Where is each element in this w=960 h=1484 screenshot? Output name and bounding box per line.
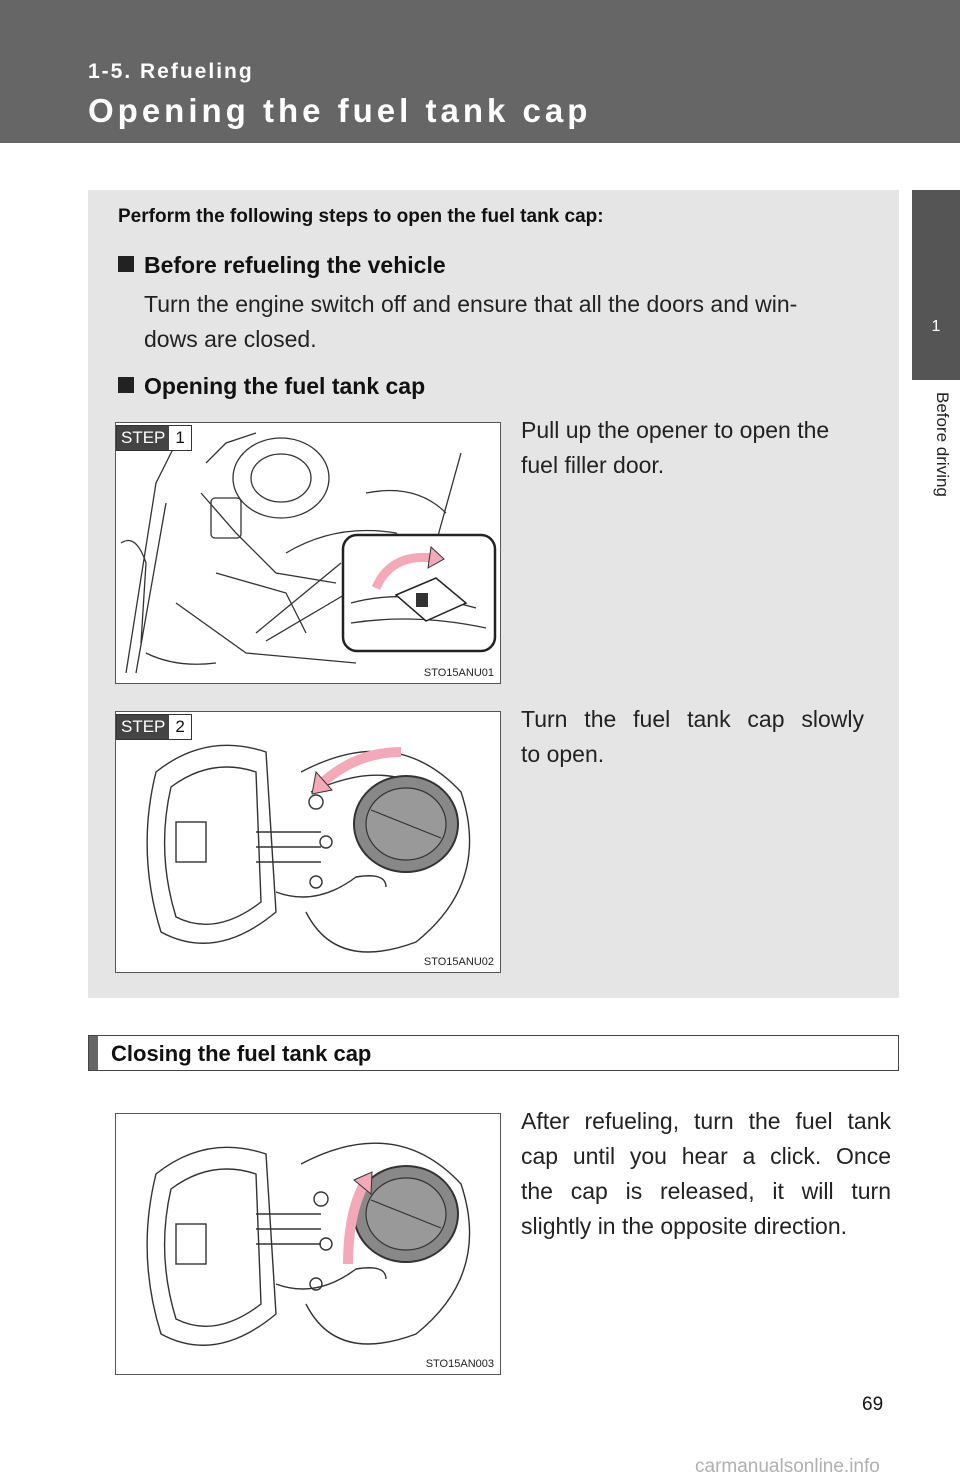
page-number: 69 [862, 1394, 884, 1415]
step2-figure [115, 711, 501, 973]
closing-heading: Closing the fuel tank cap [111, 1041, 372, 1066]
closing-text: After refueling, turn the fuel tank cap until you hear a click. Once the cap is released, it will turn slightly in the opposite direction. [521, 1108, 891, 1239]
figure-code: STO15ANU01 [423, 667, 494, 679]
interior-opener-illustration [116, 423, 500, 683]
intro-text: Perform the following steps to open the fuel tank cap: [118, 206, 604, 227]
watermark: carmanualsonline.info [695, 1456, 880, 1477]
heading-opening: Opening the fuel tank cap [118, 373, 425, 400]
page-header [0, 0, 960, 143]
step1-text: Pull up the opener to open the fuel filler door. [521, 417, 830, 478]
step1-badge: STEP 1 [116, 425, 192, 451]
fuel-cap-close-illustration [116, 1114, 500, 1374]
square-bullet-icon [118, 256, 134, 272]
chapter-number: 1 [931, 318, 941, 335]
heading-accent [89, 1036, 98, 1070]
step1-figure [115, 422, 501, 684]
figure-code: STO15ANU02 [423, 956, 494, 968]
closing-figure [115, 1113, 501, 1375]
step2-text: Turn the fuel tank cap slowly to open. [521, 706, 864, 767]
fuel-cap-open-illustration [116, 712, 500, 972]
square-bullet-icon [118, 377, 134, 393]
figure-code: STO15AN003 [425, 1358, 494, 1370]
chapter-tab [912, 190, 960, 380]
step2-badge: STEP 2 [116, 714, 192, 740]
closing-heading-bar [88, 1035, 899, 1071]
section-label: 1-5. Refueling [88, 60, 254, 83]
chapter-label: Before driving [933, 392, 952, 497]
before-refueling-text: Turn the engine switch off and ensure that all the doors and win- dows are closed. [144, 291, 798, 352]
page-title: Opening the fuel tank cap [88, 92, 592, 129]
heading-before-refueling: Before refueling the vehicle [118, 252, 446, 279]
